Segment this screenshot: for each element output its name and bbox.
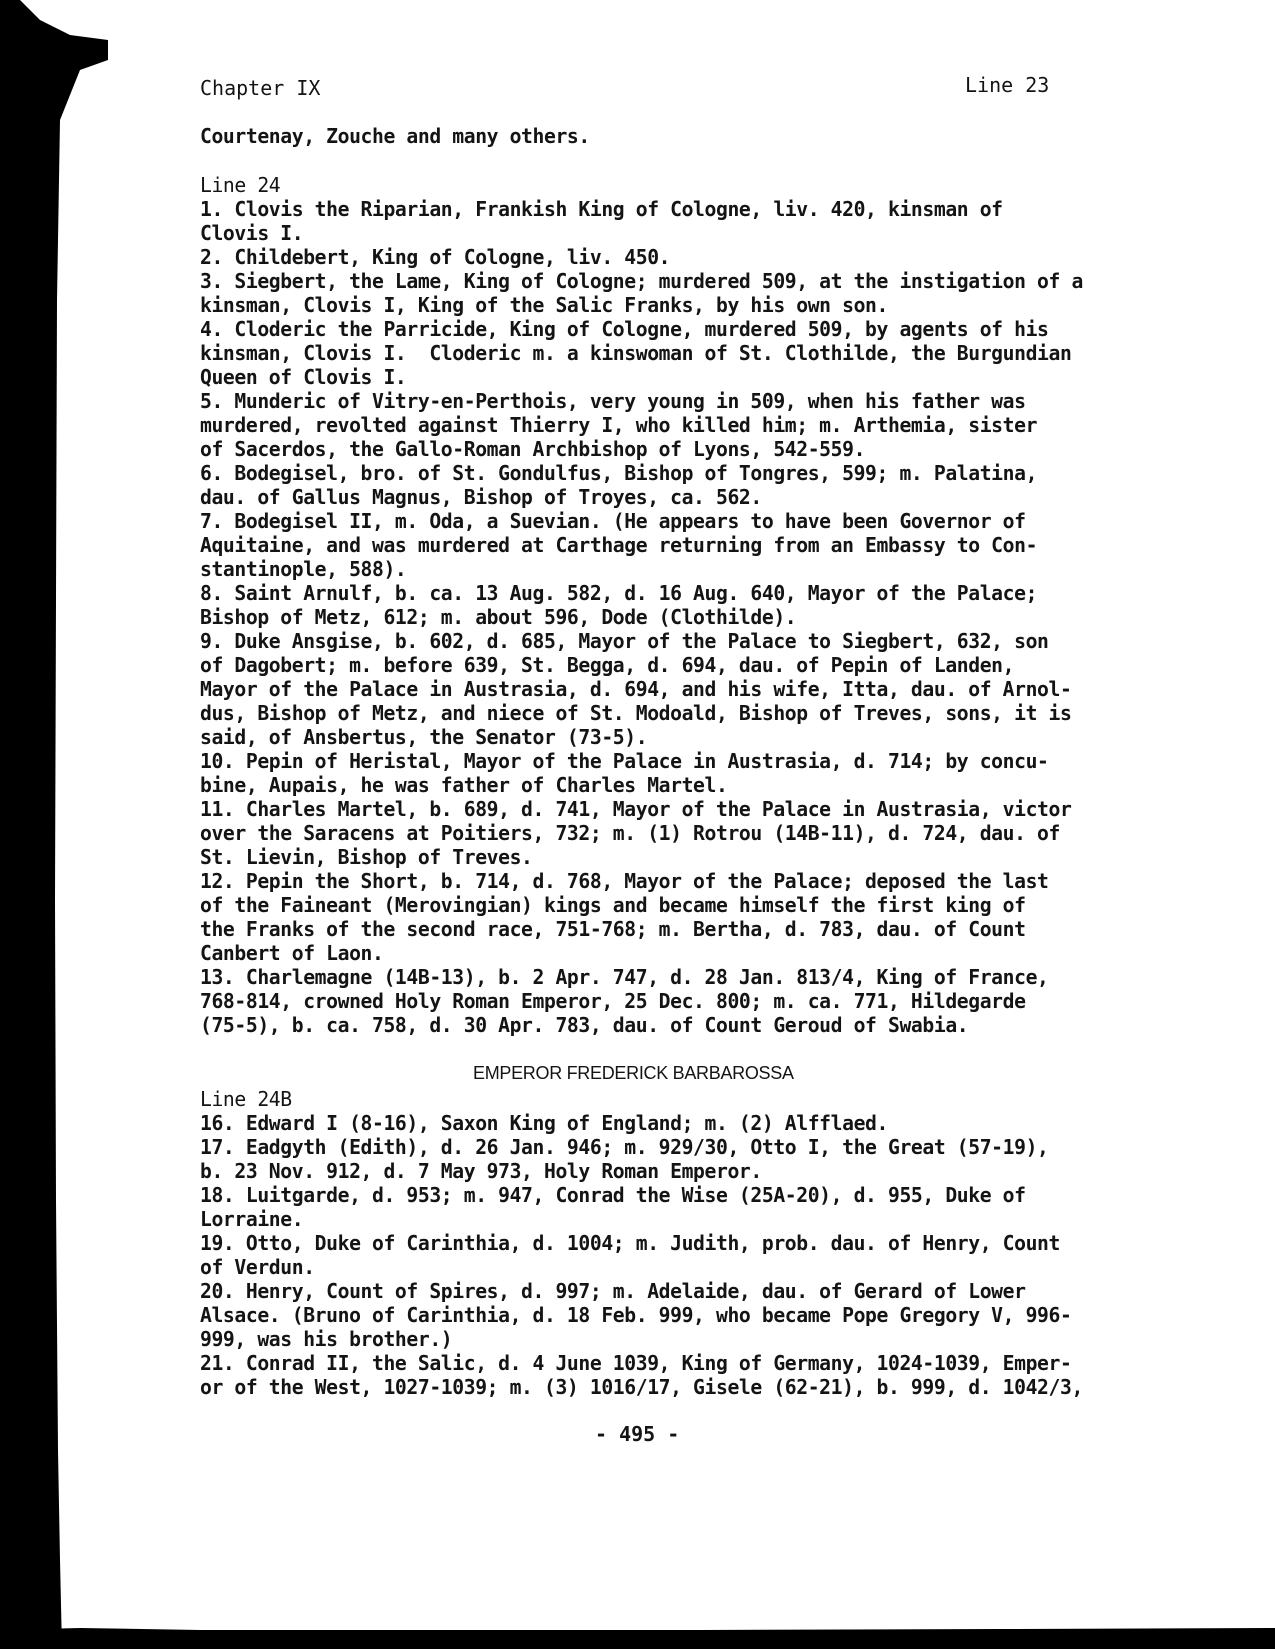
text-line: 3. Siegbert, the Lame, King of Cologne; murdered 509, at the instigation of a xyxy=(200,269,1083,293)
text-line: St. Lievin, Bishop of Treves. xyxy=(200,845,533,869)
text-line: 768-814, crowned Holy Roman Emperor, 25 Dec. 800; m. ca. 771, Hildegarde xyxy=(200,989,1026,1013)
text-line: Alsace. (Bruno of Carinthia, d. 18 Feb. 999, who became Pope Gregory V, 996- xyxy=(200,1303,1072,1327)
text-line: 11. Charles Martel, b. 689, d. 741, Mayor of the Palace in Austrasia, victor xyxy=(200,797,1072,821)
text-line: 18. Luitgarde, d. 953; m. 947, Conrad the Wise (25A-20), d. 955, Duke of xyxy=(200,1183,1026,1207)
text-line: bine, Aupais, he was father of Charles Martel. xyxy=(200,773,728,797)
text-line: b. 23 Nov. 912, d. 7 May 973, Holy Roman Emperor. xyxy=(200,1159,762,1183)
text-line: of Verdun. xyxy=(200,1255,315,1279)
text-line: 19. Otto, Duke of Carinthia, d. 1004; m. Judith, prob. dau. of Henry, Count xyxy=(200,1231,1060,1255)
text-line: 21. Conrad II, the Salic, d. 4 June 1039, King of Germany, 1024-1039, Emper- xyxy=(200,1351,1072,1375)
text-line: of the Faineant (Merovingian) kings and became himself the first king of xyxy=(200,893,1026,917)
text-line: Canbert of Laon. xyxy=(200,941,384,965)
scan-shadow-left xyxy=(0,0,108,1649)
text-line: 999, was his brother.) xyxy=(200,1327,453,1351)
text-line: 17. Eadgyth (Edith), d. 26 Jan. 946; m. 929/30, Otto I, the Great (57-19), xyxy=(200,1135,1049,1159)
text-line: stantinople, 588). xyxy=(200,557,407,581)
line-reference: Line 23 xyxy=(965,73,1050,97)
text-line: Clovis I. xyxy=(200,221,304,245)
text-line: 8. Saint Arnulf, b. ca. 13 Aug. 582, d. 16 Aug. 640, Mayor of the Palace; xyxy=(200,581,1038,605)
text-line: 9. Duke Ansgise, b. 602, d. 685, Mayor of the Palace to Siegbert, 632, son xyxy=(200,629,1049,653)
text-line: 1. Clovis the Riparian, Frankish King of Cologne, liv. 420, kinsman of xyxy=(200,197,1003,221)
text-line: said, of Ansbertus, the Senator (73-5). xyxy=(200,725,648,749)
text-line: Aquitaine, and was murdered at Carthage returning from an Embassy to Con- xyxy=(200,533,1038,557)
text-line: 10. Pepin of Heristal, Mayor of the Palace in Austrasia, d. 714; by concu- xyxy=(200,749,1049,773)
text-line: the Franks of the second race, 751-768; m. Bertha, d. 783, dau. of Count xyxy=(200,917,1026,941)
line-24b-heading: Line 24B xyxy=(200,1087,292,1111)
text-line: 12. Pepin the Short, b. 714, d. 768, Mayor of the Palace; deposed the last xyxy=(200,869,1049,893)
text-line: of Sacerdos, the Gallo-Roman Archbishop of Lyons, 542-559. xyxy=(200,437,866,461)
text-line: (75-5), b. ca. 758, d. 30 Apr. 783, dau. of Count Geroud of Swabia. xyxy=(200,1013,969,1037)
text-line: 16. Edward I (8-16), Saxon King of England; m. (2) Alfflaed. xyxy=(200,1111,888,1135)
text-line: kinsman, Clovis I. Cloderic m. a kinswoman of St. Clothilde, the Burgundian xyxy=(200,341,1072,365)
text-line: dau. of Gallus Magnus, Bishop of Troyes, ca. 562. xyxy=(200,485,762,509)
scan-shadow-bottom xyxy=(0,1600,1275,1649)
chapter-heading: Chapter IX xyxy=(200,76,321,100)
line-24-heading: Line 24 xyxy=(200,173,281,197)
text-line: or of the West, 1027-1039; m. (3) 1016/17, Gisele (62-21), b. 999, d. 1042/3, xyxy=(200,1375,1083,1399)
text-line: 5. Munderic of Vitry-en-Perthois, very young in 509, when his father was xyxy=(200,389,1026,413)
section-heading: EMPEROR FREDERICK BARBAROSSA xyxy=(473,1063,794,1083)
text-line: kinsman, Clovis I, King of the Salic Franks, by his own son. xyxy=(200,293,888,317)
text-line: of Dagobert; m. before 639, St. Begga, d. 694, dau. of Pepin of Landen, xyxy=(200,653,1015,677)
text-line: Lorraine. xyxy=(200,1207,304,1231)
text-line: dus, Bishop of Metz, and niece of St. Modoald, Bishop of Treves, sons, it is xyxy=(200,701,1072,725)
text-line: 2. Childebert, King of Cologne, liv. 450. xyxy=(200,245,671,269)
text-line: over the Saracens at Poitiers, 732; m. (1) Rotrou (14B-11), d. 724, dau. of xyxy=(200,821,1060,845)
text-line: murdered, revolted against Thierry I, who killed him; m. Arthemia, sister xyxy=(200,413,1038,437)
text-line: 4. Cloderic the Parricide, King of Cologne, murdered 509, by agents of his xyxy=(200,317,1049,341)
text-line: 20. Henry, Count of Spires, d. 997; m. Adelaide, dau. of Gerard of Lower xyxy=(200,1279,1026,1303)
text-line: Queen of Clovis I. xyxy=(200,365,407,389)
text-line: 6. Bodegisel, bro. of St. Gondulfus, Bishop of Tongres, 599; m. Palatina, xyxy=(200,461,1038,485)
text-line: 13. Charlemagne (14B-13), b. 2 Apr. 747, d. 28 Jan. 813/4, King of France, xyxy=(200,965,1049,989)
text-line: Mayor of the Palace in Austrasia, d. 694, and his wife, Itta, dau. of Arnol- xyxy=(200,677,1072,701)
intro-line: Courtenay, Zouche and many others. xyxy=(200,124,590,148)
text-line: 7. Bodegisel II, m. Oda, a Suevian. (He appears to have been Governor of xyxy=(200,509,1026,533)
text-line: Bishop of Metz, 612; m. about 596, Dode (Clothilde). xyxy=(200,605,797,629)
page-number: - 495 - xyxy=(595,1422,680,1446)
